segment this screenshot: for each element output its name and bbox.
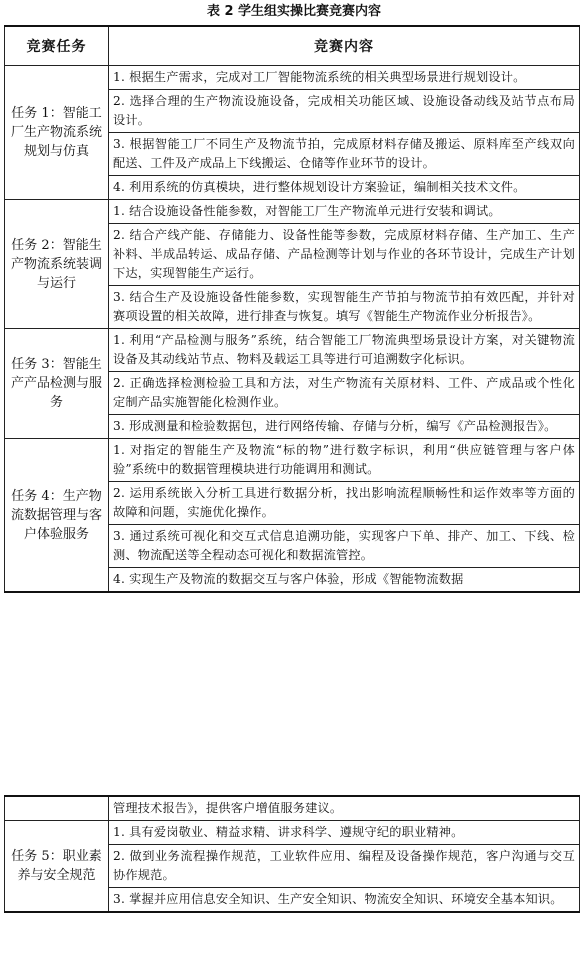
task-label: 任务 3：智能生产产品检测与服务 [5,329,109,439]
table-row [5,200,580,224]
task-label: 任务 2：智能生产物流系统装调与运行 [5,200,109,329]
table-header-row [5,26,580,66]
task-label: 任务 4：生产物流数据管理与客户体验服务 [5,439,109,593]
task-item: 2. 选择合理的生产物流设施设备，完成相关功能区域、设施设备动线及站节点布局设计。 [109,90,580,133]
task-item: 2. 运用系统嵌入分析工具进行数据分析，找出影响流程顺畅性和运作效率等方面的故障和问题，实施优化操作。 [109,482,580,525]
table-row [5,439,580,482]
task-item: 1. 对指定的智能生产及物流“标的物”进行数字标识，利用“供应链管理与客户体验”系统中的数据管理模块进行功能调用和测试。 [109,439,580,482]
task-item: 1. 根据生产需求，完成对工厂智能物流系统的相关典型场景进行规划设计。 [109,66,580,90]
table-caption: 表 2 学生组实操比赛竞赛内容 [206,4,382,19]
task-item: 2. 做到业务流程操作规范，工业软件应用、编程及设备操作规范，客户沟通与交互协作规范。 [109,845,580,888]
task-item: 3. 形成测量和检验数据包，进行网络传输、存储与分析，编写《产品检测报告》。 [109,415,580,439]
task-item: 3. 通过系统可视化和交互式信息追溯功能，实现客户下单、排产、加工、下线、检测、物流配送等全程动态可视化和数据流管控。 [109,525,580,568]
task-label-empty [5,796,109,821]
task-item: 1. 结合设施设备性能参数，对智能工厂生产物流单元进行安装和调试。 [109,200,580,224]
competition-content-table-continued [4,795,580,913]
task-item: 2. 结合产线产能、存储能力、设备性能等参数，完成原材料存储、生产加工、生产补料、半成品转运、成品存储、产品检测等计划与作业的各环节设计，完成生产计划下达，实现智能生产运行。 [109,224,580,286]
task-item: 3. 根据智能工厂不同生产及物流节拍，完成原材料存储及搬运、原料库至产线双向配送、工件及产成品上下线搬运、仓储等作业环节的设计。 [109,133,580,176]
task-item: 2. 正确选择检测检验工具和方法，对生产物流有关原材料、工件、产成品或个性化定制产品实施智能化检测作业。 [109,372,580,415]
task-item: 3. 掌握并应用信息安全知识、生产安全知识、物流安全知识、环境安全基本知识。 [109,888,580,913]
header-content: 竞赛内容 [109,26,580,66]
task-item: 3. 结合生产及设施设备性能参数，实现智能生产节拍与物流节拍有效匹配，并针对赛项设置的相关故障，进行排查与恢复。填写《智能生产物流作业分析报告》。 [109,286,580,329]
task-item: 4. 实现生产及物流的数据交互与客户体验，形成《智能物流数据 [109,568,580,593]
task-item: 4. 利用系统的仿真模块，进行整体规划设计方案验证，编制相关技术文件。 [109,176,580,200]
table-row [5,821,580,845]
task-item-carryover: 管理技术报告》，提供客户增值服务建议。 [109,796,580,821]
task-item: 1. 利用“产品检测与服务”系统，结合智能工厂物流典型场景设计方案，对关键物流设备及其动线站节点、物料及载运工具等进行可追溯数字化标识。 [109,329,580,372]
competition-content-table [4,25,580,593]
table-row [5,66,580,90]
task-label: 任务 1：智能工厂生产物流系统规划与仿真 [5,66,109,200]
header-task: 竞赛任务 [5,26,109,66]
task-label: 任务 5：职业素养与安全规范 [5,821,109,913]
table-row [5,796,580,821]
task-item: 1. 具有爱岗敬业、精益求精、讲求科学、遵规守纪的职业精神。 [109,821,580,845]
table-row [5,329,580,372]
